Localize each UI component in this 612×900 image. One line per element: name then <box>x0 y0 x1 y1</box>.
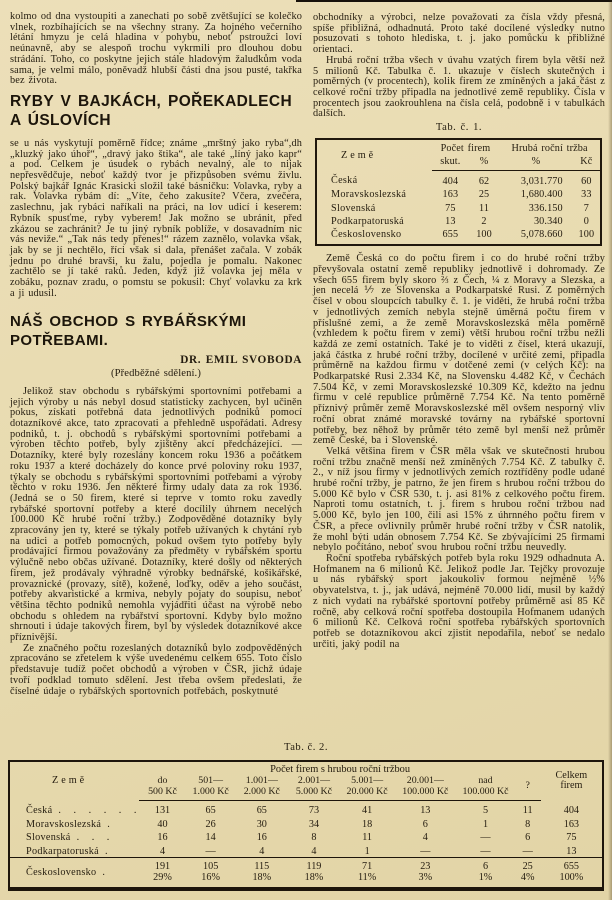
table2-colhead: do 500 Kč <box>139 776 185 801</box>
article1-body <box>10 139 302 300</box>
article1-signature: dh <box>291 137 302 149</box>
table2-cell: 41 <box>362 805 373 817</box>
table2-cell: 4 <box>422 832 428 844</box>
table2-colhead: 2.001— 5.000 Kč <box>288 776 340 801</box>
scan-edge-shadow <box>608 0 612 900</box>
right-paragraph-3: Země Česká co do počtu firem i co do hrubé roční tržby převyšovala ostatní země republiky jednotlivě i dohromady. Ze všech 655 firem byly skoro ⅔ z Čech, ¼ z Moravy a Slezska, a jen necelá ⅐ ze Slovenska a Podkarpatské Rusi. Z poměrných čísel v obou sloupcích tabulky č. 1. je viděti, že hrubá roční tržba v jednotlivých zemích nebyla stejně úměrná počtu firem v příslušné zemi, a že země Moravskoslezská měla poměrně (vzhledem k počtu firem v zemi) větší hrubou roční tržbu nežli každá ze zemí ostatních. Také je to viděti z čísel, která ukazují, jaká částka z hrubé roční tržby, docílené v určité zemi, připadla průměrně na každou firmu v dotčené zemi (v celých Kč): na Podkarpatské Rusi 2.334 Kč, na Slovensku 4.482 Kč, v Čechách 7.504 Kč, v zemi Moravskoslezské 10.309 Kč, kdežto na jednu firmu v celé republice průměrně 7.754 Kč. Na tento poměrně příznivý průměr země Moravskoslezské měl ovšem nesporný vliv roční obrat známé moravské továrny na rybářské sportovní potřeby, bez něhož by průměr této země byl menší než průměr země České, ba i Slovenské. <box>313 253 605 447</box>
table2-cell: 11 <box>362 832 373 844</box>
table2-cell: 14 <box>205 832 216 844</box>
table2-total-cell: 71 11% <box>340 858 394 889</box>
table2-cell: 18 <box>362 818 373 830</box>
table1-cell: 60 <box>581 175 592 187</box>
table2-cell: 8 <box>525 818 531 830</box>
table2-total-cell: 115 18% <box>236 858 288 889</box>
table2-colhead: ? <box>515 776 541 801</box>
table2-total-cell: 191 29% <box>139 858 185 889</box>
article1-title-line2: A ÚSLOVÍCH <box>10 111 112 129</box>
table2-cell: 4 <box>159 845 166 857</box>
right-paragraph-2: Hrubá roční tržba všech v úvahu vzatých firem byla větší než 5 milionů Kč. Tabulka č. 1. ukazuje v číslech skutečných i poměrných (v procentech), kolik firem ze zmíněných a jaká část z celkové roční tržby připadla na jednotlivé země republiky. Čísla v procentech jsou zaokrouhlena na čísla celá, podobně i v tabulkách dalších. <box>313 54 605 120</box>
table1-cell: 11 <box>479 202 490 214</box>
table2-colhead: 1.001— 2.000 Kč <box>236 776 288 801</box>
table2-country-total: Československo . <box>9 858 139 889</box>
table2-cell: 34 <box>308 818 320 830</box>
table1-cell: 5,078.660 <box>520 229 563 241</box>
table1-header-country: Země <box>341 150 377 162</box>
table2-cell: 75 <box>566 832 577 844</box>
table1-caption: Tab. č. 1. <box>435 122 483 134</box>
table2-cell: — <box>480 845 491 857</box>
table2-total-cell: 25 4% <box>515 858 541 889</box>
table1-cell: 655 <box>442 229 459 241</box>
table1-cell: 404 <box>442 175 459 187</box>
table1-cell: 13 <box>445 215 456 227</box>
table1-cell: 336.150 <box>528 202 563 214</box>
table1-subheader-skut: skut. <box>432 155 469 171</box>
table2-group-header: Počet firem s hrubou roční tržbou <box>270 764 411 775</box>
table2-cell: 11 <box>522 805 533 817</box>
table2-cell: 13 <box>566 845 577 857</box>
table2-cell: — <box>480 832 491 844</box>
table1-cell: 100 <box>578 229 595 241</box>
table1-subheader-pct-revenue: % <box>499 155 573 171</box>
table1-subheader-pct-firms: % <box>469 155 499 171</box>
table-row <box>316 187 601 200</box>
left-column <box>10 12 302 697</box>
table2-country: Slovenská . . . <box>26 832 115 844</box>
table2-header-country: Země <box>52 775 88 787</box>
article1-title-line1: RYBY V BAJKÁCH, POŘEKADLECH <box>10 92 293 110</box>
intro-continuation-paragraph: kolmo od dna vystoupiti a zanechati po sobě zvětšující se kolečko vlnek, rozbíhajících se na všechny strany. Za hojného večerního létání hmyzu je celá hladina v pohybu, neboť pstroužci loví neúnavně, aby se alespoň trochu vykrmili pro dlouhou dobu strádání. Toho, co poskytne jejich stále hladovým žaludkům voda sama, je velmi málo, poněvadž hlubší části dna jsou pusté, takřka bez života. <box>10 11 302 87</box>
table2-total-cell: 6 1% <box>456 858 514 889</box>
dot-leader: . <box>107 818 115 830</box>
scan-edge-artifact <box>296 0 612 2</box>
table1-cell: 62 <box>478 175 490 187</box>
table1-wrapper <box>313 138 605 247</box>
table2-header-total-line1: Celkem <box>555 769 588 781</box>
article2-author: DR. EMIL SVOBODA <box>180 354 302 367</box>
right-column <box>313 13 605 650</box>
table2-cell: 131 <box>154 805 171 817</box>
table2-cell: 8 <box>311 832 317 844</box>
table1 <box>315 138 602 247</box>
article2-subtitle: (Předběžné sdělení.) <box>111 368 201 380</box>
table2-total-cell: 23 3% <box>394 858 456 889</box>
table1-country: Podkarpatoruská <box>331 215 404 227</box>
table-row <box>9 844 603 858</box>
table2-colhead: 20.001— 100.000 Kč <box>394 776 456 801</box>
table2-country: Česká . . . . . . <box>26 805 142 817</box>
table1-group-revenue: Hrubá roční tržba <box>511 142 588 154</box>
table2-cell: 16 <box>256 832 267 844</box>
table2-cell: 65 <box>256 805 267 817</box>
table2-cell: — <box>522 845 533 857</box>
table2-cell: 16 <box>157 832 168 844</box>
table2-country: Moravskoslezská . <box>26 818 115 830</box>
table2-colhead: 501— 1.000 Kč <box>186 776 236 801</box>
table-row <box>316 200 601 213</box>
table1-country: Československo <box>331 229 402 241</box>
article1-title <box>10 92 302 130</box>
table2-cell: 6 <box>525 832 531 844</box>
table1-cell: 7 <box>583 202 589 214</box>
table1-cell: 3,031.770 <box>520 175 563 187</box>
table-row-total <box>9 858 603 889</box>
table2-total-cell: 105 16% <box>186 858 236 889</box>
table2-cell: 40 <box>157 818 168 830</box>
table2-total-cell: 655 100% <box>541 858 603 889</box>
table1-country: Česká <box>331 175 358 187</box>
table1-cell: 75 <box>445 202 456 214</box>
right-paragraph-5: Roční spotřeba rybářských potřeb byla roku 1929 odhadnuta A. Hofmanem na 6 milionů Kč. Jelikož podle Jar. Tejčky provozuje u nás rybářský sport jakoukoliv formou nejméně ½% obyvatelstva, t. j., jak udává, nejméně 70.000 lidí, musil by každý z nich vydati na rybářské sportovní potřeby průměrně asi 85 Kč ročně, aby celková roční spotřeba dostoupila Hofmanem udaných 6 milionů Kč. Celková roční spotřeba rybářských sportovních potřeb se dotazníkovou akcí zjistit nepodařila, neboť se nedalo určiti, jaký podíl na <box>313 552 605 650</box>
table1-cell: 1,680.400 <box>520 189 563 201</box>
right-paragraph-4: Velká většina firem v ČSR měla však ve skutečnosti hrubou roční tržbu značně menší než zmíněných 7.754 Kč. Z tabulky č. 2., v níž jsou firmy v jednotlivých zemích roztříděny podle udané hrubé roční tržby, je patrno, že jen firem s hrubou roční tržbou do 5.000 Kč bylo v ČSR 530, t. j. asi 81% z celkového počtu firem. Naproti tomu ostatních, t. j. firem s hrubou roční tržbou nad 5.000 Kč, bylo jen 100, čili asi 15% z úhrnného počtu firem v ČSR, a přece ovlivnily průměr hrubé roční tržby v ČSR natolik, že mohl býti udán obnosem 7.754 Kč. Se zbývajícími 25 firmami nebylo počítáno, neboť svou hrubou roční tržbu neuvedly. <box>313 445 605 554</box>
table2-cell: 6 <box>422 818 428 830</box>
table1-cell: 30.340 <box>533 215 563 227</box>
table-row-total <box>316 227 601 245</box>
table-row <box>9 831 603 844</box>
table-row <box>316 214 601 227</box>
table1-cell: 163 <box>442 189 459 201</box>
table2-cell: 4 <box>311 845 317 857</box>
table2-cell: 30 <box>256 818 267 830</box>
table2-header-total <box>541 761 603 801</box>
table2 <box>8 760 604 891</box>
article2-paragraph-1: Jelikož stav obchodu s rybářskými sportovními potřebami a jejich výroby u nás nebyl dosud statisticky zachycen, byl učiněn pokus, získati potřebná data jednotlivých podniků pomocí dotazníkové akce, tato zpracovati a přehledně uspořádati. Adresy podniků, t. j. obchodů s rybářskými sportovními potřebami a výroben těchto potřeb, byly zjištěny akcí předcházející. — Dotazníky, které byly rozeslány koncem roku 1936 a počátkem roku 1937 a které docházely do konce prvé poloviny roku 1937, týkaly se obchodu s rybářskými sportovními potřebami a výroby těchto v roku 1936. Jen některé firmy udaly data za rok 1936. (Jedná se o 50 firem, které si teprve v tomto roku zavedly rybářské sportovní potřeby a které docílily úhrnem necelých 100.000 Kč hrubé roční tržby.) Zodpověděné dotazníky byly zpracovány jen ty, které se týkaly potřeb užívaných k chytání ryb na udici a potřeb pomocných, pokud ovšem tyto potřeby byly prodávající firmou považovány za předměty v rybářském sportu výlučně nebo občas užívané. Dotazníky, které došly od některých firem, jež prodávaly výhradně výrobky bednářské, košikářské, provaznické (provazy, sítě), kožené, loďky, oděv a jeho součást, potřeby akvaristické a krmiva, nebyly pojaty do soupisu, neboť většina těchto podniků nemohla vyjádřiti účast na výrobě nebo obchodu s ohledem na rybářství sportovní. Kdyby bylo možno shrnouti i údaje takových firem, byl by výsledek dotazníkové akce příznivější. <box>10 385 302 644</box>
table2-header-total-line2: firem <box>560 780 583 792</box>
table1-cell: 0 <box>583 215 589 227</box>
table2-cell: — <box>420 845 431 857</box>
table2-cell: 4 <box>259 845 265 857</box>
table1-cell: 25 <box>478 189 490 201</box>
table2-cell: — <box>205 845 216 857</box>
article2-paragraph-2: Ze značného počtu rozeslaných dotazníků bylo zodpověděných zpracováno se zřetelem k výše uvedenému celkem 655. Toto číslo představuje tudíž počet obchodů a výroben v ČSR, jichž údaje tvoří podklad tomuto sdělení. Jest třeba ovšem předeslati, že číselné údaje o rybářských sportovních potřebách, poskytnuté <box>10 642 302 697</box>
dot-leader: . . . <box>76 832 115 844</box>
table2-cell: 65 <box>205 805 216 817</box>
table1-country: Moravskoslezská <box>331 189 407 201</box>
table2-cell: 26 <box>205 818 216 830</box>
table2-cell: 73 <box>308 805 320 817</box>
table2-total-cell: 119 18% <box>288 858 340 889</box>
table2-cell: 1 <box>482 818 489 830</box>
article2-title: NÁŠ OBCHOD S RYBÁŘSKÝMI POTŘEBAMI. <box>10 313 247 350</box>
table2-cell: 5 <box>482 805 489 817</box>
table-row <box>9 817 603 830</box>
dot-leader: . <box>102 866 110 878</box>
table2-colhead: 5.001— 20.000 Kč <box>340 776 394 801</box>
table2-caption: Tab. č. 2. <box>284 742 328 753</box>
dot-leader: . . . . . . <box>58 805 142 817</box>
table2-wrapper <box>8 760 604 891</box>
right-paragraph-1: obchodníky a výrobci, nelze považovati za čísla vždy přesná, spíše přibližná, odhadnutá. Proto také docílené výsledky nutno posuzovati s tohoto hlediska, t. j. jako pomůcku k přibližné orientaci. <box>313 12 605 56</box>
table1-cell: 100 <box>476 229 492 241</box>
table2-cell: 13 <box>420 805 431 817</box>
article1-body-text: se u nás vyskytují poměrně řídce; známe „mrštný jako ryba“, „kluzký jako úhoř“, „dravý jako štika“, ale také „líný jako kapr“ a pod. Celkem je úsudek o rybách nevalný, ale to nijak nepřesvědčuje, neboť každý tvor je přizpůsoben svému živlu. Polský bajkář Ignác Krasicki složil také básničku: Volavka, ryby a rak. Volavka rybám dí: „Víte, čeho zakusíte? Včera, zvečera, zaslechnu, jak rybáci naříkali na práci, na lov udicí i keserem: Rybník spusťme, ryby vyberem! Jak možno se ubránit, před zkázou se zachránit? Je tu jiný rybník poblíže, v dosavadním nic vás neviže.“ „Tak nás tedy přenes!“ rázem zaznělo, volavka však, jak by se jí nechtělo, říci však si dala, přenášet začala. V zobák jednu po druhé bravši, ku žalu, pojedla je pomalu. Nakonec zachtělo se jí také raků. Jeden, když již volavka jej měla v zobáku, poznav zradu, o pomstu se pokusil: Chyť volavku za krk a ji udusil. <box>10 137 302 299</box>
table2-cell: 404 <box>563 805 579 817</box>
table1-group-firms: Počet firem <box>440 142 491 154</box>
table2-colhead: nad 100.000 Kč <box>456 776 514 801</box>
table2-country: Podkarpatoruská . <box>26 845 113 857</box>
table-row <box>316 170 601 187</box>
table2-cell: 163 <box>563 818 579 830</box>
table-row <box>9 801 603 817</box>
table1-country: Slovenská <box>331 202 376 214</box>
table1-subheader-kc: Kč <box>573 155 601 171</box>
table1-cell: 33 <box>581 189 592 201</box>
table2-cell: 1 <box>364 845 370 857</box>
dot-leader: . <box>104 845 113 857</box>
table1-cell: 2 <box>481 215 487 227</box>
